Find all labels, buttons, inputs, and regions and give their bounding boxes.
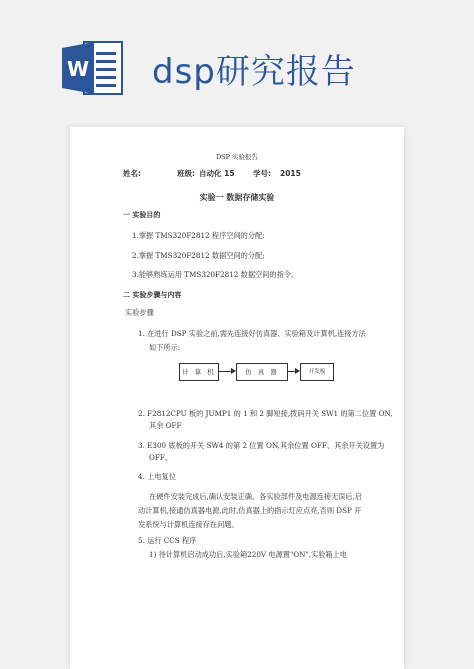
flow-box-devboard: 开发板 xyxy=(300,363,334,381)
word-document-icon xyxy=(62,38,124,98)
step3-line: OFF。 xyxy=(149,453,173,462)
step3-line: 3. E300 底板的开关 SW4 的第 2 位置 ON,其余位置 OFF、其余开关设置为 xyxy=(138,441,385,450)
class-label: 班级: xyxy=(177,169,195,178)
step5-text: 1) 待计算机启动成功后,实验箱220V 电源置"ON",实验箱上电 xyxy=(149,550,347,559)
step4-text: 发系统与计算机连接存在问题。 xyxy=(138,520,239,529)
name-label: 姓名: xyxy=(123,169,141,178)
step4-text: 动计算机,接通仿真器电源,此时,仿真器上的指示灯应点亮,否则 DSP 开 xyxy=(138,506,362,515)
experiment-title: 实验一 数据存储实验 xyxy=(199,193,275,202)
step2-line: 2. F2812CPU 板的 JUMP1 的 1 和 2 脚短接,拨码开关 SW1 的第二位置 ON, xyxy=(138,409,393,418)
document-page xyxy=(70,127,404,669)
flow-box-emulator: 仿 真 器 xyxy=(236,363,288,381)
doc-header: DSP 实验报告 xyxy=(215,153,259,161)
banner-title: dsp研究报告 xyxy=(152,52,356,92)
section1-item: 1.掌握 TMS320F2812 程序空间的分配; xyxy=(132,231,265,240)
step1-line: 如下所示: xyxy=(149,343,181,352)
step2-line: 其余 OFF xyxy=(149,421,182,430)
step4-heading: 4. 上电复位 xyxy=(138,472,176,481)
class-value: 自动化 15 xyxy=(199,169,235,178)
step4-text: 在硬件安装完成后,确认安装正确、各实验部件及电源连接无误后,启 xyxy=(149,492,363,501)
step1-line: 1. 在进行 DSP 实验之前,需先连接好仿真器、实验箱及计算机,连接方法 xyxy=(138,329,366,338)
section1-heading: 一 实验目的 xyxy=(123,211,161,219)
id-label: 学号: xyxy=(253,169,271,178)
section2-subheading: 实验步骤 xyxy=(125,308,154,317)
flow-box-computer: 计 算 机 xyxy=(179,363,219,381)
banner xyxy=(0,0,474,118)
section1-item: 2.掌握 TMS320F2812 数据空间的分配; xyxy=(132,251,265,260)
section2-heading: 二 实验步骤与内容 xyxy=(123,291,182,299)
step5-heading: 5. 运行 CCS 程序 xyxy=(138,536,197,545)
section1-item: 3.能够熟练运用 TMS320F2812 数据空间的指令。 xyxy=(132,270,299,279)
id-value: 2015 xyxy=(280,169,301,178)
svg-text:W: W xyxy=(66,57,90,81)
